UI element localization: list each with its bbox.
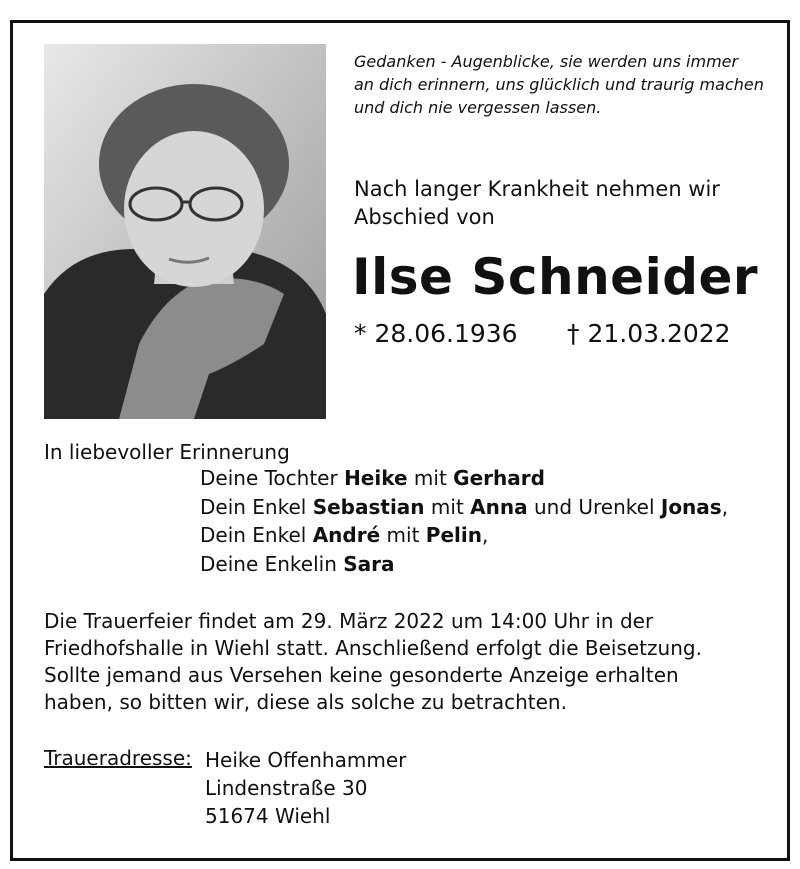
mourner-line: Deine Tochter Heike mit Gerhard [200,466,545,490]
address-label: Traueradresse: [44,746,192,770]
poem-line: Gedanken - Augenblicke, sie werden uns immer [354,52,739,71]
address-line: 51674 Wiehl [205,804,331,828]
mourner-line: Dein Enkel André mit Pelin, [200,523,489,547]
intro-line: Abschied von [354,205,495,229]
mourner-line: Dein Enkel Sebastian mit Anna und Urenkel Jonas, [200,494,729,519]
poem-line: an dich erinnern, uns glücklich und traurig machen [354,75,764,94]
address-line: Lindenstraße 30 [205,776,368,800]
deceased-name: Ilse Schneider [352,248,759,306]
life-dates [354,319,731,348]
service-line: haben, so bitten wir, diese als solche zu betrachten. [44,690,567,714]
memory-heading: In liebevoller Erinnerung [44,440,290,464]
service-line: Die Trauerfeier findet am 29. März 2022 um 14:00 Uhr in der [44,609,654,633]
poem-line: und dich nie vergessen lassen. [354,98,602,117]
condolence-address [205,746,406,830]
intro-line: Nach langer Krankheit nehmen wir [354,177,720,201]
death-date: † 21.03.2022 [567,319,731,348]
birth-date: * 28.06.1936 [354,319,518,348]
farewell-intro [354,175,720,231]
address-line: Heike Offenhammer [205,748,407,772]
service-line: Sollte jemand aus Versehen keine gesonderte Anzeige erhalten [44,663,679,687]
funeral-service-info [44,608,784,716]
mourners-list [200,464,728,578]
portrait-photo [44,44,326,419]
memorial-poem [354,50,774,119]
service-line: Friedhofshalle in Wiehl statt. Anschließend erfolgt die Beisetzung. [44,636,702,660]
mourner-line: Deine Enkelin Sara [200,551,395,576]
